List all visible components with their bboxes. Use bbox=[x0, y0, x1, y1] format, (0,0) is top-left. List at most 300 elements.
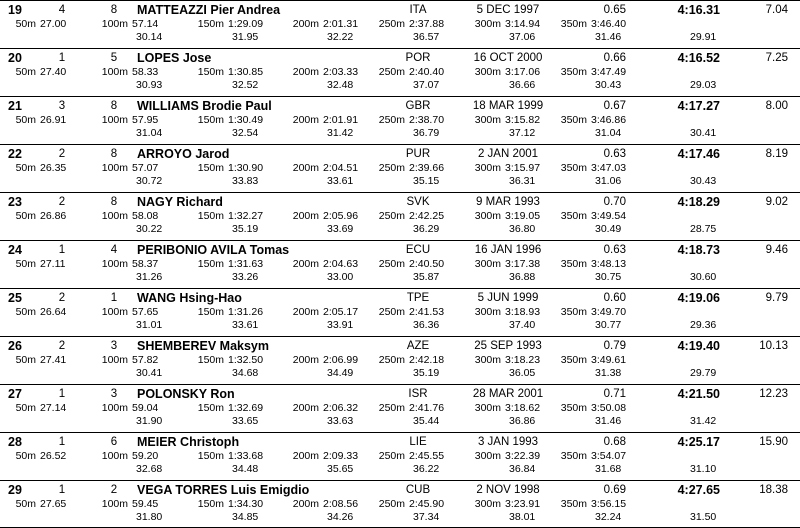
split-segment-time: 35.65 bbox=[327, 463, 354, 475]
split-distance-label: 250m bbox=[378, 66, 405, 78]
split-time-value: 1:32.27 bbox=[228, 210, 264, 222]
split-cumulative bbox=[192, 210, 263, 222]
result-main-line bbox=[0, 147, 800, 162]
split-cumulative bbox=[8, 450, 66, 462]
reaction-time: 0.63 bbox=[603, 148, 626, 160]
split-line-segment bbox=[0, 271, 800, 284]
lane-number: 4 bbox=[110, 244, 118, 256]
split-time-value: 3:15.97 bbox=[505, 162, 541, 174]
result-main-line bbox=[0, 99, 800, 114]
split-time-value: 3:15.82 bbox=[505, 114, 541, 126]
result-main-line bbox=[0, 291, 800, 306]
split-distance-label: 300m bbox=[474, 450, 501, 462]
split-distance-label: 50m bbox=[15, 498, 36, 510]
split-cumulative bbox=[469, 114, 540, 126]
split-distance-label: 50m bbox=[15, 114, 36, 126]
split-time-value: 26.35 bbox=[40, 162, 67, 174]
split-segment-time: 37.40 bbox=[509, 319, 536, 331]
split-distance-label: 300m bbox=[474, 210, 501, 222]
split-time-value: 2:42.18 bbox=[409, 354, 445, 366]
split-segment-time: 30.22 bbox=[136, 223, 163, 235]
split-line-segment bbox=[0, 511, 800, 524]
split-time-value: 3:18.62 bbox=[505, 402, 541, 414]
split-distance-label: 200m bbox=[292, 18, 319, 30]
split-cumulative bbox=[96, 258, 158, 270]
split-segment-time: 31.46 bbox=[595, 31, 622, 43]
split-cumulative bbox=[469, 18, 540, 30]
rank: 19 bbox=[8, 3, 22, 17]
nation-code: CUB bbox=[405, 484, 431, 496]
split-segment-time: 31.38 bbox=[595, 367, 622, 379]
split-time-value: 26.86 bbox=[40, 210, 67, 222]
time-behind: 9.46 bbox=[765, 244, 788, 256]
split-segment-time: 32.68 bbox=[136, 463, 163, 475]
time-behind: 9.02 bbox=[765, 196, 788, 208]
split-cumulative bbox=[373, 114, 444, 126]
split-cumulative bbox=[192, 450, 263, 462]
split-segment-time: 31.04 bbox=[595, 127, 622, 139]
split-time-value: 2:45.90 bbox=[409, 498, 445, 510]
birth-date: 5 DEC 1997 bbox=[476, 4, 540, 16]
split-segment-time: 33.26 bbox=[232, 271, 259, 283]
split-segment-time: 31.04 bbox=[136, 127, 163, 139]
split-distance-label: 50m bbox=[15, 402, 36, 414]
nation-code: PUR bbox=[405, 148, 431, 160]
split-segment-time: 34.48 bbox=[232, 463, 259, 475]
split-segment-time: 33.00 bbox=[327, 271, 354, 283]
final-time: 4:17.46 bbox=[677, 147, 720, 161]
athlete-name: PERIBONIO AVILA Tomas bbox=[137, 243, 290, 257]
split-distance-label: 350m bbox=[560, 402, 587, 414]
split-time-value: 2:41.53 bbox=[409, 306, 445, 318]
split-time-value: 3:14.94 bbox=[505, 18, 541, 30]
nation-code: SVK bbox=[406, 196, 430, 208]
split-segment-time: 32.48 bbox=[327, 79, 354, 91]
time-behind: 15.90 bbox=[759, 436, 788, 448]
table-row bbox=[0, 288, 800, 336]
split-segment-time: 36.31 bbox=[509, 175, 536, 187]
split-cumulative bbox=[555, 354, 626, 366]
split-distance-label: 50m bbox=[15, 306, 36, 318]
split-time-value: 3:18.93 bbox=[505, 306, 541, 318]
split-segment-time: 35.19 bbox=[413, 367, 440, 379]
split-time-value: 3:49.70 bbox=[591, 306, 627, 318]
split-time-value: 2:08.56 bbox=[323, 498, 359, 510]
time-behind: 10.13 bbox=[759, 340, 788, 352]
split-segment-time: 31.46 bbox=[595, 415, 622, 427]
split-distance-label: 50m bbox=[15, 258, 36, 270]
split-time-value: 2:37.88 bbox=[409, 18, 445, 30]
split-cumulative bbox=[8, 306, 66, 318]
split-distance-label: 350m bbox=[560, 210, 587, 222]
split-time-value: 26.52 bbox=[40, 450, 67, 462]
split-time-value: 59.45 bbox=[132, 498, 159, 510]
split-distance-label: 350m bbox=[560, 354, 587, 366]
lane-number: 5 bbox=[110, 52, 118, 64]
lane-number: 8 bbox=[110, 148, 118, 160]
split-cumulative bbox=[192, 354, 263, 366]
split-time-value: 2:45.55 bbox=[409, 450, 445, 462]
split-cumulative bbox=[469, 306, 540, 318]
split-distance-label: 150m bbox=[197, 306, 224, 318]
split-cumulative bbox=[96, 450, 158, 462]
split-segment-time: 30.93 bbox=[136, 79, 163, 91]
split-segment-time: 31.42 bbox=[690, 415, 717, 427]
heat-number: 2 bbox=[58, 196, 66, 208]
split-distance-label: 200m bbox=[292, 258, 319, 270]
split-distance-label: 150m bbox=[197, 162, 224, 174]
split-cumulative bbox=[287, 354, 358, 366]
split-cumulative bbox=[555, 18, 626, 30]
split-distance-label: 100m bbox=[101, 66, 128, 78]
reaction-time: 0.79 bbox=[603, 340, 626, 352]
split-cumulative bbox=[373, 498, 444, 510]
split-time-value: 3:46.40 bbox=[591, 18, 627, 30]
reaction-time: 0.71 bbox=[603, 388, 626, 400]
split-distance-label: 50m bbox=[15, 162, 36, 174]
nation-code: LIE bbox=[409, 436, 427, 448]
split-segment-time: 31.50 bbox=[690, 511, 717, 523]
split-distance-label: 300m bbox=[474, 66, 501, 78]
split-segment-time: 35.15 bbox=[413, 175, 440, 187]
split-cumulative bbox=[8, 210, 66, 222]
split-cumulative bbox=[8, 66, 66, 78]
split-cumulative bbox=[8, 18, 66, 30]
split-time-value: 3:50.08 bbox=[591, 402, 627, 414]
split-distance-label: 150m bbox=[197, 354, 224, 366]
split-time-value: 2:06.99 bbox=[323, 354, 359, 366]
split-time-value: 1:30.90 bbox=[228, 162, 264, 174]
nation-code: AZE bbox=[406, 340, 430, 352]
split-segment-time: 31.06 bbox=[595, 175, 622, 187]
split-time-value: 1:30.85 bbox=[228, 66, 264, 78]
split-line-cumulative bbox=[0, 354, 800, 367]
split-time-value: 2:06.32 bbox=[323, 402, 359, 414]
split-distance-label: 100m bbox=[101, 162, 128, 174]
athlete-name: MATTEAZZI Pier Andrea bbox=[137, 3, 281, 17]
split-time-value: 26.64 bbox=[40, 306, 67, 318]
reaction-time: 0.63 bbox=[603, 244, 626, 256]
split-segment-time: 30.14 bbox=[136, 31, 163, 43]
lane-number: 3 bbox=[110, 340, 118, 352]
final-time: 4:18.29 bbox=[677, 195, 720, 209]
split-segment-time: 30.49 bbox=[595, 223, 622, 235]
lane-number: 8 bbox=[110, 196, 118, 208]
final-time: 4:16.31 bbox=[677, 3, 720, 17]
split-segment-time: 31.90 bbox=[136, 415, 163, 427]
birth-date: 25 SEP 1993 bbox=[474, 340, 542, 352]
split-cumulative bbox=[287, 162, 358, 174]
split-cumulative bbox=[8, 162, 66, 174]
split-time-value: 2:41.76 bbox=[409, 402, 445, 414]
split-cumulative bbox=[96, 114, 158, 126]
split-segment-time: 31.95 bbox=[232, 31, 259, 43]
split-distance-label: 300m bbox=[474, 402, 501, 414]
heat-number: 1 bbox=[58, 484, 66, 496]
split-distance-label: 250m bbox=[378, 306, 405, 318]
reaction-time: 0.65 bbox=[603, 4, 626, 16]
rank: 23 bbox=[8, 195, 22, 209]
final-time: 4:18.73 bbox=[677, 243, 720, 257]
reaction-time: 0.70 bbox=[603, 196, 626, 208]
split-time-value: 57.07 bbox=[132, 162, 159, 174]
rank: 27 bbox=[8, 387, 22, 401]
split-time-value: 26.91 bbox=[40, 114, 67, 126]
final-time: 4:17.27 bbox=[677, 99, 720, 113]
split-time-value: 57.65 bbox=[132, 306, 159, 318]
split-segment-time: 34.26 bbox=[327, 511, 354, 523]
split-distance-label: 300m bbox=[474, 306, 501, 318]
split-segment-time: 34.85 bbox=[232, 511, 259, 523]
split-distance-label: 250m bbox=[378, 258, 405, 270]
split-time-value: 59.04 bbox=[132, 402, 159, 414]
split-distance-label: 250m bbox=[378, 18, 405, 30]
split-cumulative bbox=[96, 354, 158, 366]
split-segment-time: 36.86 bbox=[509, 415, 536, 427]
split-time-value: 1:31.26 bbox=[228, 306, 264, 318]
result-main-line bbox=[0, 51, 800, 66]
split-cumulative bbox=[287, 114, 358, 126]
split-cumulative bbox=[373, 402, 444, 414]
table-row bbox=[0, 480, 800, 528]
split-segment-time: 31.10 bbox=[690, 463, 717, 475]
time-behind: 8.00 bbox=[765, 100, 788, 112]
rank: 29 bbox=[8, 483, 22, 497]
split-cumulative bbox=[555, 450, 626, 462]
split-cumulative bbox=[8, 498, 66, 510]
split-time-value: 3:56.15 bbox=[591, 498, 627, 510]
split-line-cumulative bbox=[0, 114, 800, 127]
split-segment-time: 36.29 bbox=[413, 223, 440, 235]
split-time-value: 1:33.68 bbox=[228, 450, 264, 462]
split-cumulative bbox=[469, 450, 540, 462]
split-distance-label: 200m bbox=[292, 306, 319, 318]
split-time-value: 58.37 bbox=[132, 258, 159, 270]
split-line-cumulative bbox=[0, 450, 800, 463]
split-time-value: 3:17.38 bbox=[505, 258, 541, 270]
heat-number: 2 bbox=[58, 292, 66, 304]
split-cumulative bbox=[8, 258, 66, 270]
table-row bbox=[0, 432, 800, 480]
nation-code: TPE bbox=[406, 292, 430, 304]
split-segment-time: 31.68 bbox=[595, 463, 622, 475]
split-line-cumulative bbox=[0, 498, 800, 511]
table-row bbox=[0, 144, 800, 192]
split-distance-label: 150m bbox=[197, 114, 224, 126]
split-cumulative bbox=[469, 402, 540, 414]
athlete-name: WANG Hsing-Hao bbox=[137, 291, 242, 305]
final-time: 4:25.17 bbox=[677, 435, 720, 449]
lane-number: 1 bbox=[110, 292, 118, 304]
split-time-value: 3:47.03 bbox=[591, 162, 627, 174]
split-segment-time: 37.07 bbox=[413, 79, 440, 91]
split-segment-time: 36.80 bbox=[509, 223, 536, 235]
table-row bbox=[0, 48, 800, 96]
split-cumulative bbox=[373, 162, 444, 174]
rank: 20 bbox=[8, 51, 22, 65]
birth-date: 16 JAN 1996 bbox=[474, 244, 542, 256]
split-segment-time: 31.26 bbox=[136, 271, 163, 283]
split-distance-label: 200m bbox=[292, 450, 319, 462]
split-cumulative bbox=[8, 354, 66, 366]
split-distance-label: 350m bbox=[560, 66, 587, 78]
split-cumulative bbox=[555, 114, 626, 126]
split-cumulative bbox=[373, 258, 444, 270]
table-row bbox=[0, 96, 800, 144]
split-distance-label: 150m bbox=[197, 498, 224, 510]
split-cumulative bbox=[192, 66, 263, 78]
split-cumulative bbox=[555, 402, 626, 414]
split-distance-label: 150m bbox=[197, 450, 224, 462]
birth-date: 28 MAR 2001 bbox=[472, 388, 544, 400]
table-row bbox=[0, 384, 800, 432]
split-time-value: 1:31.63 bbox=[228, 258, 264, 270]
split-time-value: 2:05.96 bbox=[323, 210, 359, 222]
split-segment-time: 29.36 bbox=[690, 319, 717, 331]
split-time-value: 2:09.33 bbox=[323, 450, 359, 462]
split-time-value: 2:39.66 bbox=[409, 162, 445, 174]
split-distance-label: 100m bbox=[101, 306, 128, 318]
split-line-segment bbox=[0, 319, 800, 332]
split-segment-time: 33.83 bbox=[232, 175, 259, 187]
split-time-value: 3:19.05 bbox=[505, 210, 541, 222]
reaction-time: 0.67 bbox=[603, 100, 626, 112]
split-segment-time: 34.49 bbox=[327, 367, 354, 379]
split-time-value: 3:46.86 bbox=[591, 114, 627, 126]
split-segment-time: 30.75 bbox=[595, 271, 622, 283]
split-distance-label: 350m bbox=[560, 306, 587, 318]
split-distance-label: 250m bbox=[378, 114, 405, 126]
time-behind: 12.23 bbox=[759, 388, 788, 400]
split-segment-time: 31.42 bbox=[327, 127, 354, 139]
split-segment-time: 30.41 bbox=[136, 367, 163, 379]
split-distance-label: 300m bbox=[474, 162, 501, 174]
split-segment-time: 36.57 bbox=[413, 31, 440, 43]
split-cumulative bbox=[96, 66, 158, 78]
table-row bbox=[0, 192, 800, 240]
split-time-value: 3:48.13 bbox=[591, 258, 627, 270]
split-cumulative bbox=[8, 402, 66, 414]
split-line-cumulative bbox=[0, 306, 800, 319]
split-distance-label: 350m bbox=[560, 450, 587, 462]
split-time-value: 59.20 bbox=[132, 450, 159, 462]
athlete-name: WILLIAMS Brodie Paul bbox=[137, 99, 272, 113]
split-cumulative bbox=[555, 498, 626, 510]
nation-code: POR bbox=[405, 52, 431, 64]
time-behind: 8.19 bbox=[765, 148, 788, 160]
split-cumulative bbox=[8, 114, 66, 126]
split-line-segment bbox=[0, 223, 800, 236]
split-distance-label: 50m bbox=[15, 210, 36, 222]
rank: 28 bbox=[8, 435, 22, 449]
split-segment-time: 28.75 bbox=[690, 223, 717, 235]
birth-date: 16 OCT 2000 bbox=[473, 52, 543, 64]
split-distance-label: 300m bbox=[474, 18, 501, 30]
split-segment-time: 33.69 bbox=[327, 223, 354, 235]
nation-code: ITA bbox=[409, 4, 427, 16]
split-time-value: 3:17.06 bbox=[505, 66, 541, 78]
split-segment-time: 29.79 bbox=[690, 367, 717, 379]
split-cumulative bbox=[96, 402, 158, 414]
split-time-value: 3:54.07 bbox=[591, 450, 627, 462]
split-time-value: 1:30.49 bbox=[228, 114, 264, 126]
split-distance-label: 300m bbox=[474, 498, 501, 510]
split-distance-label: 250m bbox=[378, 450, 405, 462]
split-time-value: 2:04.51 bbox=[323, 162, 359, 174]
split-time-value: 2:05.17 bbox=[323, 306, 359, 318]
split-time-value: 2:01.91 bbox=[323, 114, 359, 126]
rank: 26 bbox=[8, 339, 22, 353]
split-line-segment bbox=[0, 175, 800, 188]
time-behind: 7.25 bbox=[765, 52, 788, 64]
lane-number: 2 bbox=[110, 484, 118, 496]
split-cumulative bbox=[373, 210, 444, 222]
split-distance-label: 100m bbox=[101, 114, 128, 126]
split-time-value: 2:38.70 bbox=[409, 114, 445, 126]
split-time-value: 1:32.50 bbox=[228, 354, 264, 366]
split-cumulative bbox=[287, 258, 358, 270]
split-cumulative bbox=[287, 210, 358, 222]
split-distance-label: 150m bbox=[197, 18, 224, 30]
split-cumulative bbox=[287, 306, 358, 318]
split-segment-time: 35.44 bbox=[413, 415, 440, 427]
split-time-value: 58.08 bbox=[132, 210, 159, 222]
split-cumulative bbox=[373, 18, 444, 30]
split-distance-label: 150m bbox=[197, 210, 224, 222]
rank: 24 bbox=[8, 243, 22, 257]
split-cumulative bbox=[96, 18, 158, 30]
heat-number: 1 bbox=[58, 388, 66, 400]
split-segment-time: 30.72 bbox=[136, 175, 163, 187]
split-distance-label: 50m bbox=[15, 450, 36, 462]
split-line-segment bbox=[0, 79, 800, 92]
split-segment-time: 35.19 bbox=[232, 223, 259, 235]
split-cumulative bbox=[96, 306, 158, 318]
split-distance-label: 50m bbox=[15, 18, 36, 30]
split-line-segment bbox=[0, 367, 800, 380]
split-cumulative bbox=[555, 210, 626, 222]
split-segment-time: 35.87 bbox=[413, 271, 440, 283]
birth-date: 5 JUN 1999 bbox=[477, 292, 539, 304]
split-segment-time: 30.41 bbox=[690, 127, 717, 139]
split-time-value: 2:04.63 bbox=[323, 258, 359, 270]
athlete-name: VEGA TORRES Luis Emigdio bbox=[137, 483, 310, 497]
split-time-value: 3:49.54 bbox=[591, 210, 627, 222]
split-cumulative bbox=[192, 18, 263, 30]
split-distance-label: 350m bbox=[560, 498, 587, 510]
split-cumulative bbox=[96, 210, 158, 222]
athlete-name: ARROYO Jarod bbox=[137, 147, 230, 161]
split-cumulative bbox=[192, 258, 263, 270]
time-behind: 18.38 bbox=[759, 484, 788, 496]
split-segment-time: 36.36 bbox=[413, 319, 440, 331]
split-segment-time: 29.91 bbox=[690, 31, 717, 43]
split-time-value: 58.33 bbox=[132, 66, 159, 78]
split-cumulative bbox=[373, 450, 444, 462]
split-time-value: 2:03.33 bbox=[323, 66, 359, 78]
heat-number: 4 bbox=[58, 4, 66, 16]
split-time-value: 3:47.49 bbox=[591, 66, 627, 78]
split-distance-label: 200m bbox=[292, 498, 319, 510]
rank: 21 bbox=[8, 99, 22, 113]
time-behind: 7.04 bbox=[765, 4, 788, 16]
split-cumulative bbox=[555, 258, 626, 270]
split-distance-label: 100m bbox=[101, 450, 128, 462]
split-cumulative bbox=[287, 402, 358, 414]
split-distance-label: 350m bbox=[560, 162, 587, 174]
split-segment-time: 36.66 bbox=[509, 79, 536, 91]
split-time-value: 2:01.31 bbox=[323, 18, 359, 30]
